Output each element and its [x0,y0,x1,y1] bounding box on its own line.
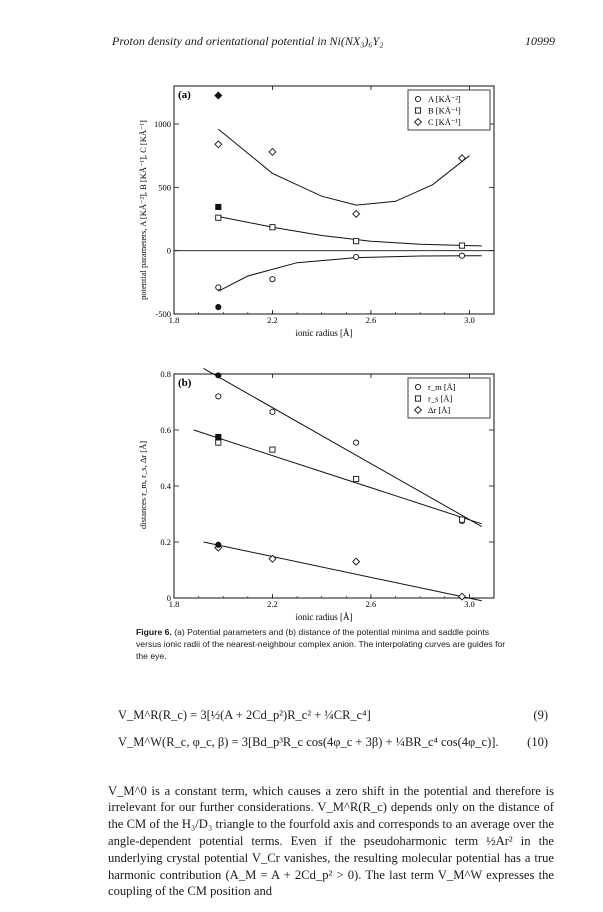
data-point-b [354,239,359,244]
filled-data-point [216,373,221,378]
x-tick-label: 3.0 [464,315,475,325]
figure-panel-b [0,360,603,622]
data-point-c [459,155,466,162]
panel-label: (b) [178,377,192,389]
data-point-c [215,141,222,148]
guide-curve [218,256,481,292]
y-tick-label: 0.2 [160,537,171,547]
guide-curve [218,129,469,205]
x-tick-label: 1.8 [168,315,180,325]
data-point-r-m [270,409,275,414]
data-point-r-m [354,440,359,445]
y-tick-label: 1000 [154,119,171,129]
y-tick-label: 0 [166,593,171,603]
data-point-b [270,225,275,230]
x-tick-label: 1.8 [168,599,180,609]
legend-marker-square [415,108,420,113]
y-axis-label: distances r_m, r_s, Δr [Å] [138,440,148,530]
x-tick-label: 2.2 [267,599,278,609]
running-header [112,34,555,52]
filled-data-point [216,304,221,309]
legend-marker-square [415,396,420,401]
y-axis-label: potential parameters, A [KÅ⁻²], B [KÅ⁻¹], C [KÅ⁻¹] [138,120,148,300]
legend-label: Δr [Å] [428,405,451,416]
x-tick-label: 2.6 [365,315,377,325]
legend-marker-circle [415,384,420,389]
y-tick-label: 500 [158,182,171,193]
equation-number: (10) [527,735,548,749]
data-point-a [216,285,221,290]
y-tick-label: 0.4 [160,481,171,491]
panel-label: (a) [178,89,191,101]
guide-curve [218,217,481,246]
legend-label: r_s [Å] [428,393,453,404]
legend-label: B [KÅ⁻¹] [428,105,461,116]
legend-label: A [KÅ⁻²] [428,94,461,105]
legend [408,90,490,130]
running-title: Proton density and orientational potential in Ni(NX₃)₆Y₂ [112,34,384,48]
data-point-a [270,277,275,282]
data-point-b [216,215,221,220]
x-axis-label: ionic radius [Å] [295,328,353,338]
y-tick-label: -500 [155,309,171,319]
data-point-r-m [216,394,221,399]
data-point--r [353,558,360,565]
data-point-r-s [354,476,359,481]
filled-data-point [216,204,221,209]
legend-marker-circle [415,96,420,101]
guide-curve [194,430,482,524]
x-tick-label: 2.2 [267,315,278,325]
data-point-c [269,148,276,155]
equation-number: (9) [533,708,548,722]
caption-label: Figure 6. [136,627,172,637]
data-point-c [353,211,360,218]
x-tick-label: 3.0 [464,599,475,609]
equation-body: V_M^R(R_c) = 3[½(A + 2Cd_p²)R_c² + ¼CR_c⁴] [118,708,371,722]
data-point-r-s [270,447,275,452]
filled-data-point [216,542,221,547]
filled-data-point [216,434,221,439]
y-tick-label: 0.8 [160,369,171,379]
page-number: 10999 [525,34,555,48]
x-tick-label: 2.6 [365,599,377,609]
legend-label: r_m [Å] [428,382,456,393]
data-point-r-s [459,517,464,522]
equation-10 [118,735,548,753]
figure-panel-a [0,78,603,348]
equation-9 [118,708,548,726]
data-point-a [354,254,359,259]
caption-text: (a) Potential parameters and (b) distance of the potential minima and saddle points versus ionic radii of the nearest-neighbour complex anion. The interpolating curves are guides for the eye. [136,627,506,661]
guide-curve [204,542,482,601]
legend [408,378,490,418]
body-paragraph: V_M^0 is a constant term, which causes a zero shift in the potential and therefore is irrelevant for our further considerations. V_M^R(R_c) depends only on the distance of the CM of the H₃/D₃ triangle to the fourfold axis and corresponds to an average over the angle-dependent potential terms. Even if the pseudoharmonic term ½Ar² in the underlying crystal potential V_Cr vanishes, the resulting molecular potential has a true harmonic contribution (A_M = A + 2Cd_p² > 0). The last term V_M^W expresses the coupling of the CM position and [108,783,554,899]
y-tick-label: 0.6 [160,425,171,435]
x-axis-label: ionic radius [Å] [295,612,353,622]
legend-label: C [KÅ⁻¹] [428,117,461,128]
filled-data-point [215,92,222,99]
data-point-a [459,253,464,258]
figure-caption [136,626,508,662]
y-tick-label: 0 [166,245,171,256]
data-point-b [459,243,464,248]
data-point-r-s [216,440,221,445]
equation-body: V_M^W(R_c, φ_c, β) = 3[Bd_p³R_c cos(4φ_c + 3β) + ¼BR_c⁴ cos(4φ_c)]. [118,735,499,749]
